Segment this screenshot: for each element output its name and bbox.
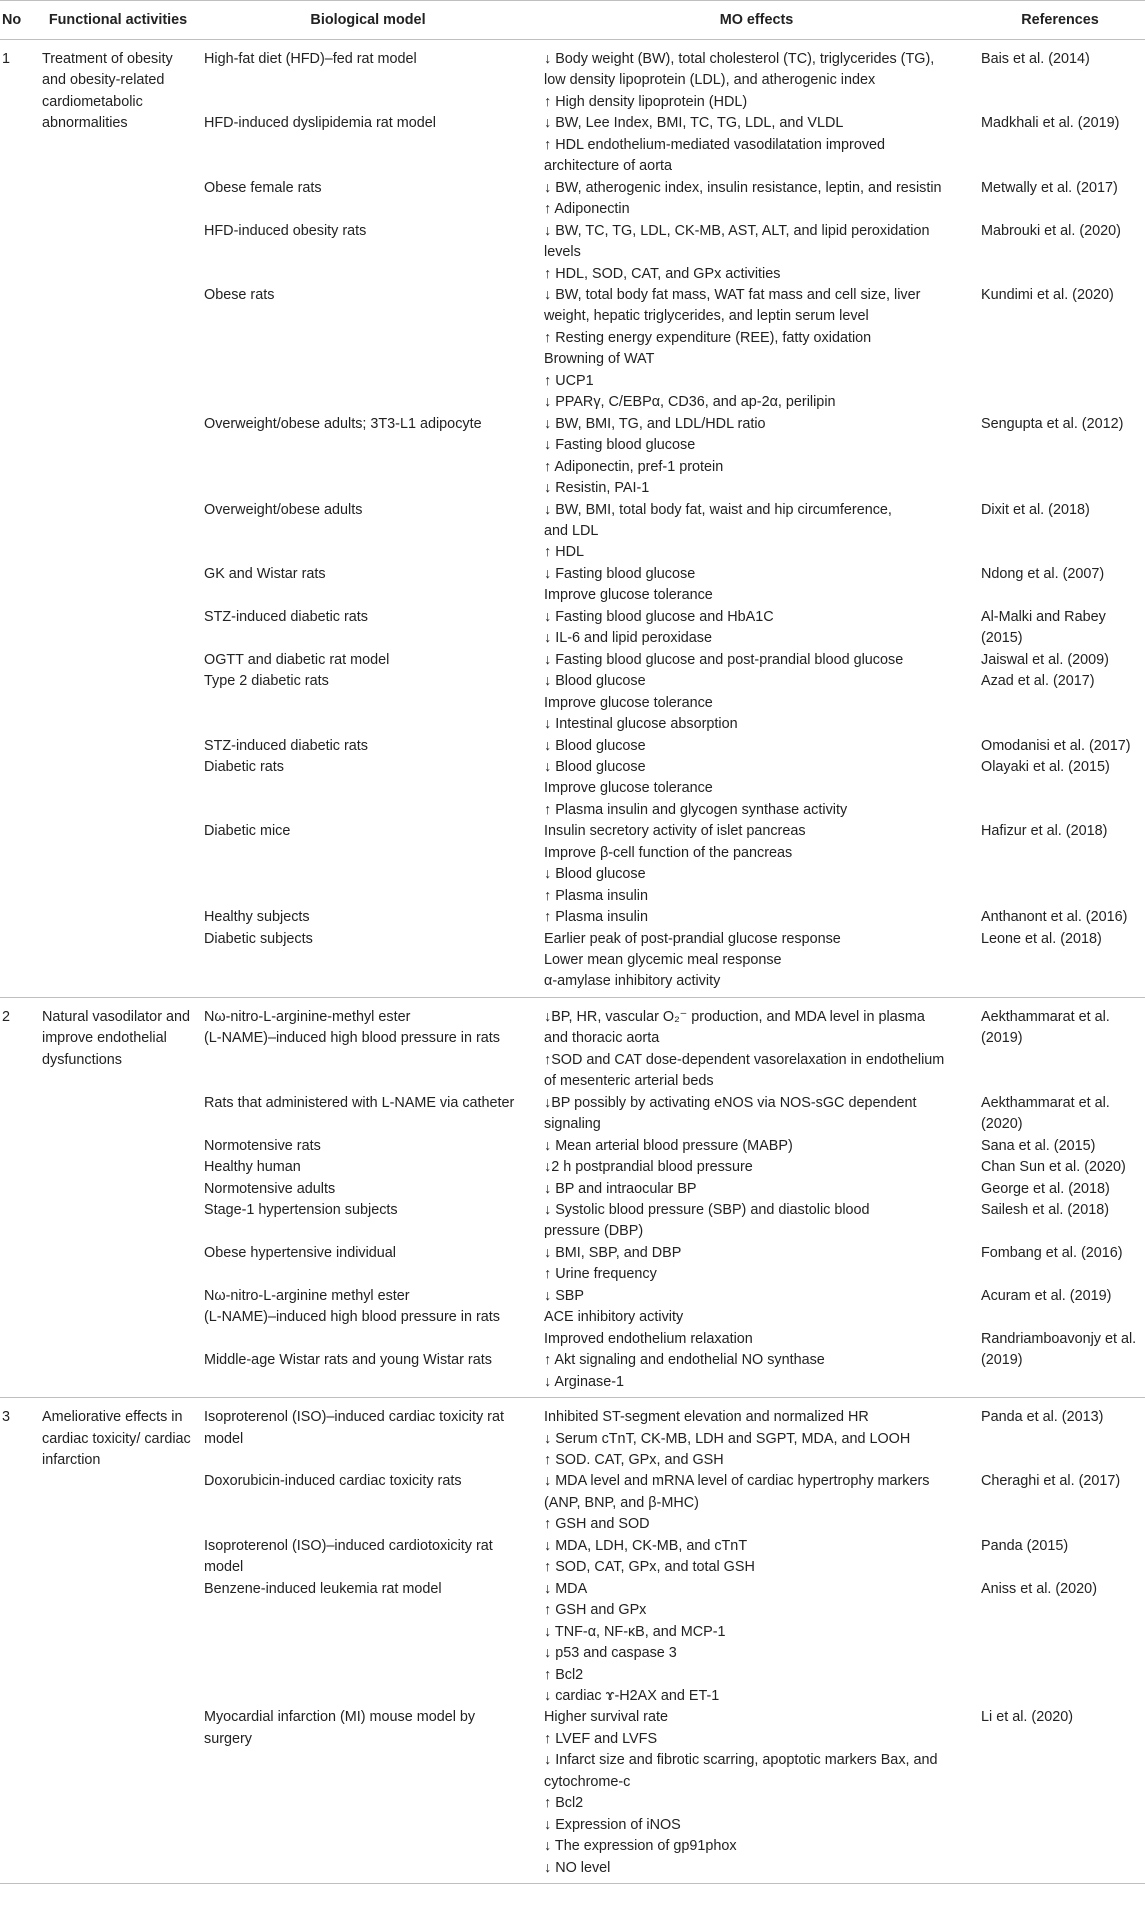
biological-model-line: Type 2 diabetic rats bbox=[204, 673, 329, 690]
mo-effects-cell bbox=[538, 285, 975, 414]
biological-model-line: Overweight/obese adults bbox=[204, 501, 363, 518]
reference-cell bbox=[975, 1243, 1145, 1286]
reference-line: (2019) bbox=[981, 1352, 1023, 1369]
reference-cell bbox=[975, 1179, 1145, 1200]
mo-effect-line: ↑ HDL endothelium-mediated vasodilatation improved bbox=[544, 136, 886, 153]
reference-cell bbox=[975, 221, 1145, 285]
reference-cell bbox=[975, 1579, 1145, 1708]
mo-effect-line: ↑SOD and CAT dose-dependent vasorelaxation in endothelium bbox=[544, 1051, 945, 1068]
biological-model-line: Normotensive adults bbox=[204, 1180, 336, 1197]
header-references: References bbox=[975, 1, 1145, 40]
mo-effects-cell bbox=[538, 1286, 975, 1329]
biological-model-cell bbox=[198, 907, 538, 928]
mo-effect-line: Improve glucose tolerance bbox=[544, 587, 713, 604]
header-mo-effects: MO effects bbox=[538, 1, 975, 40]
mo-effect-line: Improve glucose tolerance bbox=[544, 694, 713, 711]
reference-line: Cheraghi et al. (2017) bbox=[981, 1473, 1121, 1490]
biological-model-cell bbox=[198, 1093, 538, 1136]
mo-effect-line: ↓BP, HR, vascular O₂⁻ production, and MDA level in plasma bbox=[544, 1008, 925, 1025]
biological-model-line: STZ-induced diabetic rats bbox=[204, 737, 368, 754]
biological-model-cell bbox=[198, 821, 538, 907]
mo-effect-line: ↑ Bcl2 bbox=[544, 1666, 584, 1683]
table-body bbox=[0, 40, 1145, 1884]
reference-line: Panda (2015) bbox=[981, 1537, 1069, 1554]
biological-model-cell bbox=[198, 671, 538, 735]
mo-effect-line: ↑ Bcl2 bbox=[544, 1795, 584, 1812]
reference-line: Randriamboavonjy et al. bbox=[981, 1330, 1137, 1347]
reference-cell bbox=[975, 1093, 1145, 1136]
mo-effect-line: ↓ Serum cTnT, CK-MB, LDH and SGPT, MDA, and LOOH bbox=[544, 1430, 911, 1447]
functional-activity: Treatment of obesity and obesity-related cardiometabolic abnormalities bbox=[42, 51, 173, 132]
mo-effects-cell bbox=[538, 821, 975, 907]
mo-effect-line: ↑ Akt signaling and endothelial NO synthase bbox=[544, 1352, 825, 1369]
mo-effect-line: ACE inhibitory activity bbox=[544, 1309, 684, 1326]
header-functional-activities: Functional activities bbox=[38, 1, 198, 40]
mo-effects-cell bbox=[538, 1243, 975, 1286]
reference-line: Aekthammarat et al. bbox=[981, 1008, 1110, 1025]
reference-cell bbox=[975, 1536, 1145, 1579]
biological-model-cell bbox=[198, 1286, 538, 1329]
mo-effect-line: of mesenteric arterial beds bbox=[544, 1073, 714, 1090]
mo-effect-line: ↑ Resting energy expenditure (REE), fatty oxidation bbox=[544, 329, 872, 346]
mo-effect-line: pressure (DBP) bbox=[544, 1223, 644, 1240]
mo-effect-line: Improve β-cell function of the pancreas bbox=[544, 844, 793, 861]
mo-effect-line: ↓ NO level bbox=[544, 1859, 611, 1876]
biological-model-cell bbox=[198, 1136, 538, 1157]
biological-model-cell bbox=[198, 113, 538, 177]
reference-cell bbox=[975, 650, 1145, 671]
reference-cell bbox=[975, 1398, 1145, 1472]
reference-cell bbox=[975, 414, 1145, 500]
mo-effect-line: Improve glucose tolerance bbox=[544, 780, 713, 797]
mo-effects-cell bbox=[538, 997, 975, 1092]
mo-effects-cell bbox=[538, 650, 975, 671]
biological-model-cell bbox=[198, 414, 538, 500]
table-row bbox=[0, 997, 1145, 1092]
reference-line: Madkhali et al. (2019) bbox=[981, 115, 1120, 132]
biological-model-line: HFD-induced obesity rats bbox=[204, 222, 367, 239]
biological-model-line: Obese rats bbox=[204, 286, 275, 303]
mo-effects-cell bbox=[538, 907, 975, 928]
biological-model-line: High-fat diet (HFD)–fed rat model bbox=[204, 51, 417, 67]
mo-effects-cell bbox=[538, 1136, 975, 1157]
mo-effect-line: Inhibited ST-segment elevation and normalized HR bbox=[544, 1409, 869, 1426]
mo-effects-cell bbox=[538, 40, 975, 114]
reference-line: Metwally et al. (2017) bbox=[981, 179, 1118, 196]
reference-line: Li et al. (2020) bbox=[981, 1709, 1073, 1726]
reference-line: Dixit et al. (2018) bbox=[981, 501, 1090, 518]
header-row bbox=[0, 1, 1145, 40]
table-row bbox=[0, 1398, 1145, 1472]
reference-cell bbox=[975, 757, 1145, 821]
row-number: 1 bbox=[2, 51, 11, 67]
mo-effect-line: weight, hepatic triglycerides, and leptin serum level bbox=[544, 308, 869, 325]
mo-effect-line: ↓ Systolic blood pressure (SBP) and diastolic blood bbox=[544, 1202, 870, 1219]
mo-effect-line: ↓BP possibly by activating eNOS via NOS-sGC dependent bbox=[544, 1094, 917, 1111]
reference-line: Hafizur et al. (2018) bbox=[981, 823, 1108, 840]
reference-line: Chan Sun et al. (2020) bbox=[981, 1159, 1126, 1176]
biological-model-cell bbox=[198, 1157, 538, 1178]
reference-cell bbox=[975, 821, 1145, 907]
reference-cell bbox=[975, 671, 1145, 735]
reference-cell bbox=[975, 907, 1145, 928]
biological-model-line: Doxorubicin-induced cardiac toxicity rats bbox=[204, 1473, 462, 1490]
mo-effect-line: ↑ LVEF and LVFS bbox=[544, 1730, 658, 1747]
biological-model-line: Nω-nitro-L-arginine methyl ester bbox=[204, 1287, 410, 1304]
mo-effect-line: and thoracic aorta bbox=[544, 1030, 660, 1047]
mo-effect-line: ↓ BW, BMI, total body fat, waist and hip circumference, bbox=[544, 501, 892, 518]
biological-model-cell bbox=[198, 1329, 538, 1398]
biological-model-line: model bbox=[204, 1559, 244, 1576]
mo-effect-line: Lower mean glycemic meal response bbox=[544, 952, 782, 969]
mo-effects-cell bbox=[538, 1329, 975, 1398]
mo-effect-line: ↓ p53 and caspase 3 bbox=[544, 1645, 677, 1662]
biological-model-line: Diabetic mice bbox=[204, 823, 291, 840]
biological-model-cell bbox=[198, 500, 538, 564]
reference-line: Jaiswal et al. (2009) bbox=[981, 651, 1109, 668]
biological-model-line: Stage-1 hypertension subjects bbox=[204, 1202, 398, 1219]
biological-model-cell bbox=[198, 178, 538, 221]
biological-model-cell bbox=[198, 40, 538, 114]
mo-effects-cell bbox=[538, 113, 975, 177]
mo-effect-line: ↓ The expression of gp91phox bbox=[544, 1838, 737, 1855]
mo-effect-line: ↑ High density lipoprotein (HDL) bbox=[544, 93, 748, 110]
biological-model-cell bbox=[198, 929, 538, 998]
reference-line: Leone et al. (2018) bbox=[981, 930, 1102, 947]
biological-model-line: STZ-induced diabetic rats bbox=[204, 608, 368, 625]
reference-line: Azad et al. (2017) bbox=[981, 673, 1095, 690]
mo-effect-line: ↓ Blood glucose bbox=[544, 758, 646, 775]
biological-model-cell bbox=[198, 1243, 538, 1286]
biological-model-line: Diabetic subjects bbox=[204, 930, 313, 947]
biological-model-cell bbox=[198, 1579, 538, 1708]
reference-cell bbox=[975, 997, 1145, 1092]
mo-effect-line: ↓ BW, BMI, TG, and LDL/HDL ratio bbox=[544, 415, 766, 432]
mo-effects-cell bbox=[538, 564, 975, 607]
reference-cell bbox=[975, 1286, 1145, 1329]
mo-effects-cell bbox=[538, 607, 975, 650]
mo-effects-cell bbox=[538, 757, 975, 821]
biological-model-cell bbox=[198, 650, 538, 671]
mo-effect-line: architecture of aorta bbox=[544, 158, 672, 175]
mo-effect-line: ↓ Infarct size and fibrotic scarring, apoptotic markers Bax, and bbox=[544, 1752, 938, 1769]
reference-line: Aekthammarat et al. bbox=[981, 1094, 1110, 1111]
header-biological-model: Biological model bbox=[198, 1, 538, 40]
reference-cell bbox=[975, 113, 1145, 177]
mo-effect-line: signaling bbox=[544, 1116, 601, 1133]
mo-effects-cell bbox=[538, 1157, 975, 1178]
mo-effect-line: ↓ Fasting blood glucose and HbA1C bbox=[544, 608, 774, 625]
mo-effect-line: ↓ Fasting blood glucose bbox=[544, 565, 696, 582]
mo-effect-line: ↓ BP and intraocular BP bbox=[544, 1180, 697, 1197]
mo-effect-line: ↓ Fasting blood glucose bbox=[544, 437, 696, 454]
mo-effect-line: Insulin secretory activity of islet pancreas bbox=[544, 823, 806, 840]
biological-model-line: Middle-age Wistar rats and young Wistar rats bbox=[204, 1352, 492, 1369]
row-number: 2 bbox=[2, 1008, 11, 1025]
reference-line: (2020) bbox=[981, 1116, 1023, 1133]
mo-effect-line: ↓ BW, Lee Index, BMI, TC, TG, LDL, and VLDL bbox=[544, 115, 844, 132]
reference-line: Ndong et al. (2007) bbox=[981, 565, 1105, 582]
mo-effects-cell bbox=[538, 221, 975, 285]
biological-model-line: Healthy subjects bbox=[204, 909, 310, 926]
mo-effect-line: ↓ Mean arterial blood pressure (MABP) bbox=[544, 1137, 793, 1154]
reference-line: Sengupta et al. (2012) bbox=[981, 415, 1124, 432]
table-row bbox=[0, 40, 1145, 114]
mo-effects-cell bbox=[538, 500, 975, 564]
biological-model-line bbox=[204, 1329, 532, 1350]
reference-cell bbox=[975, 564, 1145, 607]
biological-model-line: (L-NAME)–induced high blood pressure in rats bbox=[204, 1030, 500, 1047]
reference-line: Panda et al. (2013) bbox=[981, 1409, 1104, 1426]
biological-model-line: HFD-induced dyslipidemia rat model bbox=[204, 115, 436, 132]
mo-effect-line: ↓ Body weight (BW), total cholesterol (TC), triglycerides (TG), bbox=[544, 51, 935, 67]
biological-model-cell bbox=[198, 285, 538, 414]
mo-effect-line: ↑ Adiponectin, pref-1 protein bbox=[544, 458, 724, 475]
mo-effects-cell bbox=[538, 1579, 975, 1708]
biological-model-line: Myocardial infarction (MI) mouse model by bbox=[204, 1709, 476, 1726]
biological-model-cell bbox=[198, 757, 538, 821]
biological-model-line: surgery bbox=[204, 1730, 252, 1747]
mo-effect-line: ↓ BW, total body fat mass, WAT fat mass and cell size, liver bbox=[544, 286, 921, 303]
mo-effect-line: ↓2 h postprandial blood pressure bbox=[544, 1159, 753, 1176]
reference-cell bbox=[975, 1200, 1145, 1243]
mo-effect-line: ↓ Blood glucose bbox=[544, 673, 646, 690]
biological-model-cell bbox=[198, 1536, 538, 1579]
mo-effects-cell bbox=[538, 671, 975, 735]
mo-effect-line: ↑ Plasma insulin bbox=[544, 887, 648, 904]
mo-effect-line: ↓ MDA, LDH, CK-MB, and cTnT bbox=[544, 1537, 748, 1554]
mo-effect-line: ↓ Blood glucose bbox=[544, 737, 646, 754]
biological-model-line: Nω-nitro-L-arginine-methyl ester bbox=[204, 1008, 411, 1025]
biological-model-line: Healthy human bbox=[204, 1159, 301, 1176]
mo-effects-cell bbox=[538, 1200, 975, 1243]
mo-effect-line: Improved endothelium relaxation bbox=[544, 1330, 753, 1347]
biological-model-cell bbox=[198, 736, 538, 757]
reference-cell bbox=[975, 1471, 1145, 1535]
reference-line: Sana et al. (2015) bbox=[981, 1137, 1096, 1154]
mo-effect-line: ↓ Resistin, PAI-1 bbox=[544, 480, 650, 497]
reference-line: Olayaki et al. (2015) bbox=[981, 758, 1110, 775]
biological-model-cell bbox=[198, 1200, 538, 1243]
biological-model-line: Normotensive rats bbox=[204, 1137, 321, 1154]
reference-cell bbox=[975, 285, 1145, 414]
mo-effect-line: ↓ Blood glucose bbox=[544, 866, 646, 883]
mo-effect-line: ↓ Arginase-1 bbox=[544, 1373, 624, 1390]
mo-effect-line: (ANP, BNP, and β-MHC) bbox=[544, 1494, 699, 1511]
mo-effects-cell bbox=[538, 1707, 975, 1883]
biological-model-line: Overweight/obese adults; 3T3-L1 adipocyte bbox=[204, 415, 482, 432]
biological-model-line: Isoproterenol (ISO)–induced cardiotoxicity rat bbox=[204, 1537, 493, 1554]
mo-effect-line: ↑ GSH and GPx bbox=[544, 1602, 647, 1619]
mo-effect-line: ↑ GSH and SOD bbox=[544, 1516, 650, 1533]
reference-cell bbox=[975, 736, 1145, 757]
mo-effect-line: α-amylase inhibitory activity bbox=[544, 973, 721, 990]
reference-line: Mabrouki et al. (2020) bbox=[981, 222, 1121, 239]
mo-effect-line: ↓ SBP bbox=[544, 1287, 584, 1304]
mo-effect-line: and LDL bbox=[544, 522, 599, 539]
mo-effect-line: ↑ UCP1 bbox=[544, 372, 594, 389]
mo-effect-line: ↑ HDL, SOD, CAT, and GPx activities bbox=[544, 265, 781, 282]
reference-line: Omodanisi et al. (2017) bbox=[981, 737, 1131, 754]
mo-effects-cell bbox=[538, 178, 975, 221]
reference-line: George et al. (2018) bbox=[981, 1180, 1110, 1197]
mo-effect-line: ↓ BMI, SBP, and DBP bbox=[544, 1244, 682, 1261]
biological-model-cell bbox=[198, 997, 538, 1092]
header-no: No bbox=[0, 1, 38, 40]
mo-effects-cell bbox=[538, 1093, 975, 1136]
biological-model-cell bbox=[198, 1398, 538, 1472]
reference-cell bbox=[975, 1329, 1145, 1398]
mo-effect-line: levels bbox=[544, 244, 581, 261]
reference-line: (2015) bbox=[981, 630, 1023, 647]
reference-cell bbox=[975, 1707, 1145, 1883]
reference-line: Kundimi et al. (2020) bbox=[981, 286, 1114, 303]
biological-model-cell bbox=[198, 221, 538, 285]
reference-line: Acuram et al. (2019) bbox=[981, 1287, 1112, 1304]
mo-effects-cell bbox=[538, 929, 975, 998]
mo-effect-line: ↑ SOD, CAT, GPx, and total GSH bbox=[544, 1559, 755, 1576]
biological-model-line: Obese female rats bbox=[204, 179, 322, 196]
reference-line: Aniss et al. (2020) bbox=[981, 1580, 1097, 1597]
table-header bbox=[0, 1, 1145, 40]
mo-effect-line: ↑ HDL bbox=[544, 544, 584, 561]
reference-cell bbox=[975, 500, 1145, 564]
mo-effect-line: ↓ Expression of iNOS bbox=[544, 1816, 681, 1833]
mo-effect-line: cytochrome-c bbox=[544, 1773, 631, 1790]
functional-activity: Natural vasodilator and improve endothelial dysfunctions bbox=[42, 1008, 190, 1068]
mo-effect-line: ↑ Plasma insulin and glycogen synthase activity bbox=[544, 801, 848, 818]
biological-model-line: Isoproterenol (ISO)–induced cardiac toxicity rat bbox=[204, 1409, 504, 1426]
biological-model-cell bbox=[198, 1471, 538, 1535]
reference-line: Bais et al. (2014) bbox=[981, 51, 1090, 67]
mo-effects-cell bbox=[538, 1536, 975, 1579]
biological-model-line: OGTT and diabetic rat model bbox=[204, 651, 390, 668]
mo-effect-line: low density lipoprotein (LDL), and atherogenic index bbox=[544, 72, 876, 89]
mo-effect-line: ↓ BW, atherogenic index, insulin resistance, leptin, and resistin bbox=[544, 179, 942, 196]
mo-effects-cell bbox=[538, 414, 975, 500]
mo-effects-cell bbox=[538, 736, 975, 757]
mo-effect-line: Earlier peak of post-prandial glucose response bbox=[544, 930, 841, 947]
mo-effect-line: ↓ MDA level and mRNA level of cardiac hypertrophy markers bbox=[544, 1473, 930, 1490]
biological-model-cell bbox=[198, 1179, 538, 1200]
biological-model-line: GK and Wistar rats bbox=[204, 565, 326, 582]
mo-effect-line: Higher survival rate bbox=[544, 1709, 668, 1726]
reference-cell bbox=[975, 40, 1145, 114]
mo-effect-line: ↑ Plasma insulin bbox=[544, 909, 648, 926]
row-number: 3 bbox=[2, 1409, 11, 1426]
biological-model-line: model bbox=[204, 1430, 244, 1447]
reference-cell bbox=[975, 929, 1145, 998]
mo-effect-line: ↑ SOD. CAT, GPx, and GSH bbox=[544, 1452, 724, 1468]
mo-effect-line: ↓ MDA bbox=[544, 1580, 588, 1597]
biological-model-line: Benzene-induced leukemia rat model bbox=[204, 1580, 442, 1597]
mo-effect-line: ↓ cardiac ɤ-H2AX and ET-1 bbox=[544, 1687, 720, 1704]
mo-effect-line: ↓ PPARγ, C/EBPα, CD36, and ap-2α, perilipin bbox=[544, 394, 836, 411]
biological-model-cell bbox=[198, 564, 538, 607]
mo-effect-line: ↑ Urine frequency bbox=[544, 1266, 657, 1283]
biological-model-cell bbox=[198, 1707, 538, 1883]
mo-effect-line: Browning of WAT bbox=[544, 351, 655, 368]
reference-line: Sailesh et al. (2018) bbox=[981, 1202, 1109, 1219]
reference-cell bbox=[975, 607, 1145, 650]
biological-model-line: Rats that administered with L-NAME via catheter bbox=[204, 1094, 515, 1111]
mo-effect-line: ↓ BW, TC, TG, LDL, CK-MB, AST, ALT, and lipid peroxidation bbox=[544, 222, 930, 239]
biological-model-line: (L-NAME)–induced high blood pressure in rats bbox=[204, 1309, 500, 1326]
functional-activity: Ameliorative effects in cardiac toxicity/ cardiac infarction bbox=[42, 1409, 191, 1468]
biological-model-line: Diabetic rats bbox=[204, 758, 284, 775]
reference-line: Al-Malki and Rabey bbox=[981, 608, 1106, 625]
mo-effects-cell bbox=[538, 1179, 975, 1200]
mo-effects-cell bbox=[538, 1398, 975, 1472]
mo-effect-line: ↓ IL-6 and lipid peroxidase bbox=[544, 630, 712, 647]
reference-cell bbox=[975, 1136, 1145, 1157]
reference-cell bbox=[975, 1157, 1145, 1178]
reference-line: Fombang et al. (2016) bbox=[981, 1244, 1123, 1261]
mo-effect-line: ↓ TNF-α, NF-κB, and MCP-1 bbox=[544, 1623, 726, 1640]
mo-effect-line: ↓ Fasting blood glucose and post-prandial blood glucose bbox=[544, 651, 904, 668]
biological-model-cell bbox=[198, 607, 538, 650]
reference-line: (2019) bbox=[981, 1030, 1023, 1047]
biological-model-line: Obese hypertensive individual bbox=[204, 1244, 396, 1261]
reference-line: Anthanont et al. (2016) bbox=[981, 909, 1128, 926]
mo-effect-line: ↑ Adiponectin bbox=[544, 201, 630, 218]
mo-effect-line: ↓ Intestinal glucose absorption bbox=[544, 716, 738, 733]
reference-cell bbox=[975, 178, 1145, 221]
mo-effects-cell bbox=[538, 1471, 975, 1535]
